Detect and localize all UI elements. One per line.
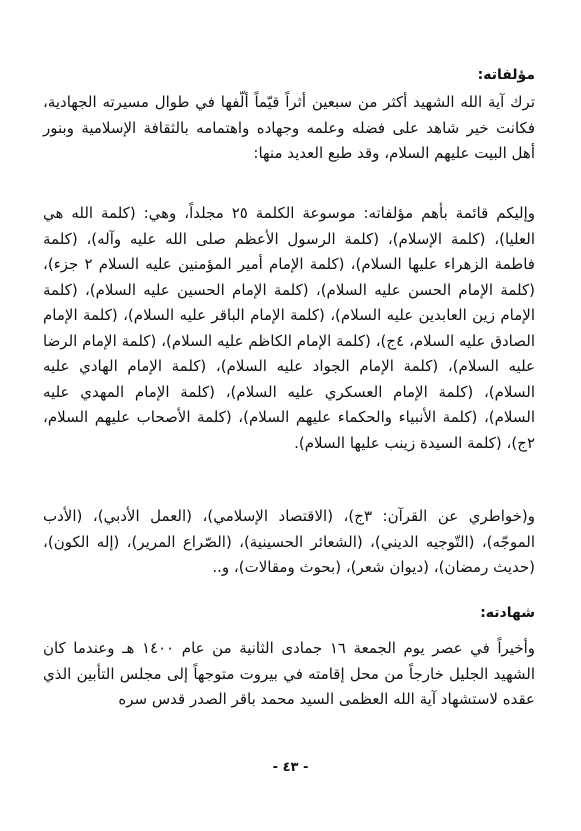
paragraph-works-more: و(خواطري عن القرآن: ٣ج)، (الاقتصاد الإسلامي)، (العمل الأدبي)، (الأدب الموجّه)، (التّوجيه الديني)، (الشعائر الحسينية)، (الصّراع المرير)، (إله الكون)، (حديث رمضان)، (ديوان شعر)، (بحوث ومقالات)، و..	[43, 507, 535, 576]
paragraph-martyrdom: وأخيراً في عصر يوم الجمعة ١٦ جمادى الثانية من عام ١٤٠٠ هـ وعندما كان الشهيد الجليل خارجاً من محل إقامته في بيروت متوجهاً إلى مجلس التأبين الذي عقده لاستشهاد آية الله العظمى السيد محمد باقر الصدر قدس سره	[43, 639, 535, 708]
section-heading-martyrdom: شهادته:	[480, 605, 535, 621]
section-heading-works: مؤلفاته:	[477, 67, 535, 83]
paragraph-works-intro: ترك آية الله الشهيد أكثر من سبعين أثراً قيّماً ألّفها في طوال مسيرته الجهادية، فكانت خير شاهد على فضله وعلمه وجهاده واهتمامه بالثقافة الإسلامية وبنور أهل البيت عليهم السلام، وقد طبع العديد منها:	[43, 93, 535, 162]
page-number: - ٤٣ -	[272, 760, 309, 775]
paragraph-works-list: وإليكم قائمة بأهم مؤلفاته: موسوعة الكلمة ٢٥ مجلداً، وهي: (كلمة الله هي العليا)، (كلمة الإسلام)، (كلمة الرسول الأعظم صلى الله عليه وآله)، (كلمة فاطمة الزهراء عليها السلام)، (كلمة الإمام أمير المؤمنين عليه السلام ٢ جزء)، (كلمة الإمام الحسن عليه السلام)، (كلمة الإمام الحسين عليه السلام)، (كلمة الإمام زين العابدين عليه السلام)، (كلمة الإمام الباقر عليه السلام)، (كلمة الإمام الصادق عليه السلام، ٤ج)، (كلمة الإمام الكاظم عليه السلام)، (كلمة الإمام الرضا عليه السلام)، (كلمة الإمام الجواد عليه السلام)، (كلمة الإمام الهادي عليه السلام)، (كلمة الإمام العسكري عليه السلام)، (كلمة الإمام المهدي عليه السلام)، (كلمة الأنبياء والحكماء عليهم السلام)، (كلمة الأصحاب عليهم السلام، ٢ج)، (كلمة السيدة زينب عليها السلام).	[43, 204, 535, 452]
